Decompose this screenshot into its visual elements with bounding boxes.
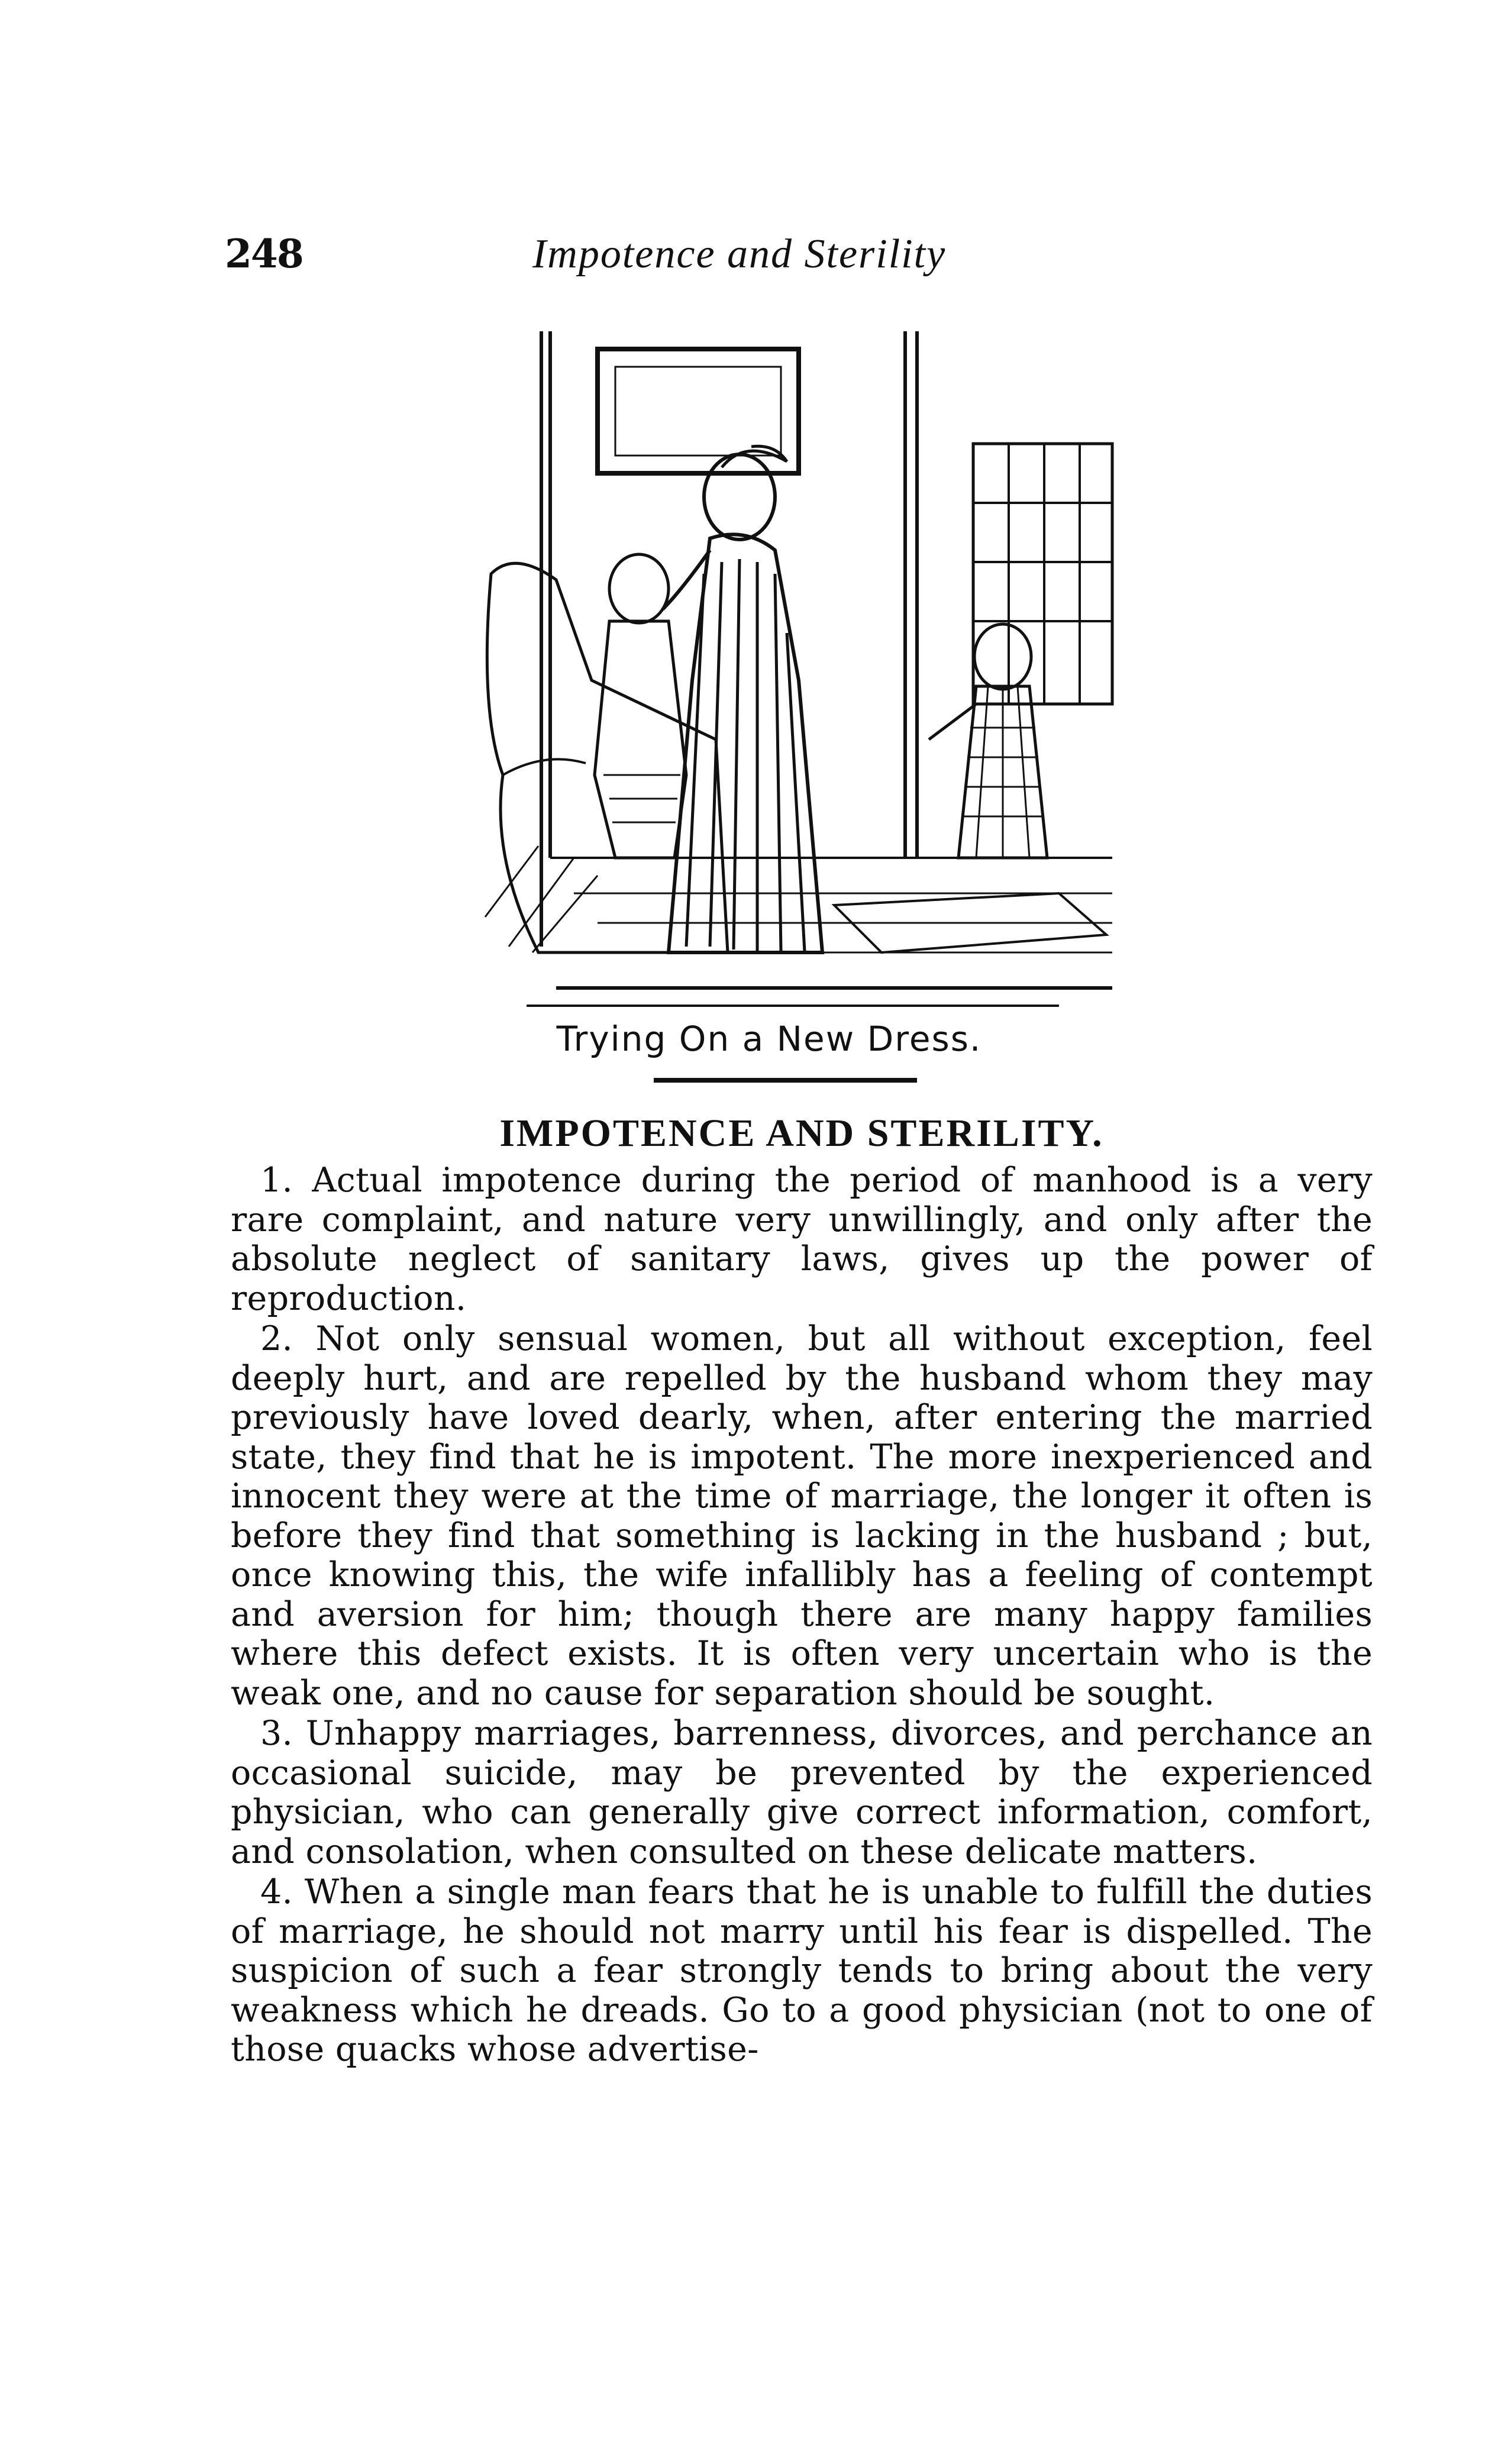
paragraph-4: 4. When a single man fears that he is unable to fulfill the duties of marriage, he should not marry until his fear is dispelled. The suspicion of such a fear strongly tends to bring about the very weakness which he dreads. Go to a good physician (not to one of those quacks whose advertise-	[231, 1872, 1373, 2069]
paragraph-2: 2. Not only sensual women, but all without exception, feel deeply hurt, and are repelled by the husband whom they may previously have loved dearly, when, after entering the married state, they find that he is impotent. The more inexperienced and innocent they were at the time of marriage, the longer it often is before they find that something is lacking in the husband ; but, once knowing this, the wife infallibly has a feeling of contempt and aversion for him; though there are many happy families where this defect exists. It is often very uncertain who is the weak one, and no cause for separation should be sought.	[231, 1319, 1373, 1713]
body-text	[231, 1161, 1373, 2071]
page-number: 248	[225, 231, 303, 277]
section-heading: IMPOTENCE AND STERILITY.	[499, 1112, 1104, 1155]
mother-head	[704, 454, 775, 540]
running-title: Impotence and Sterility	[532, 231, 947, 277]
paragraph-1: 1. Actual impotence during the period of manhood is a very rare complaint, and nature very unwillingly, and only after the absolute neglect of sanitary laws, gives up the power of reproduction.	[231, 1161, 1373, 1318]
caption-divider	[654, 1078, 917, 1083]
mother-dress	[669, 534, 822, 952]
paragraph-3: 3. Unhappy marriages, barrenness, divorces, and perchance an occasional suicide, may be prevented by the experienced physician, who can generally give correct information, comfort, and consolation, when consulted on these delicate matters.	[231, 1714, 1373, 1871]
figure-caption: Trying On a New Dress.	[556, 1019, 982, 1059]
child-head	[609, 554, 669, 623]
engraving-illustration	[467, 325, 1118, 1023]
girl-head	[974, 624, 1031, 689]
window	[973, 444, 1112, 704]
